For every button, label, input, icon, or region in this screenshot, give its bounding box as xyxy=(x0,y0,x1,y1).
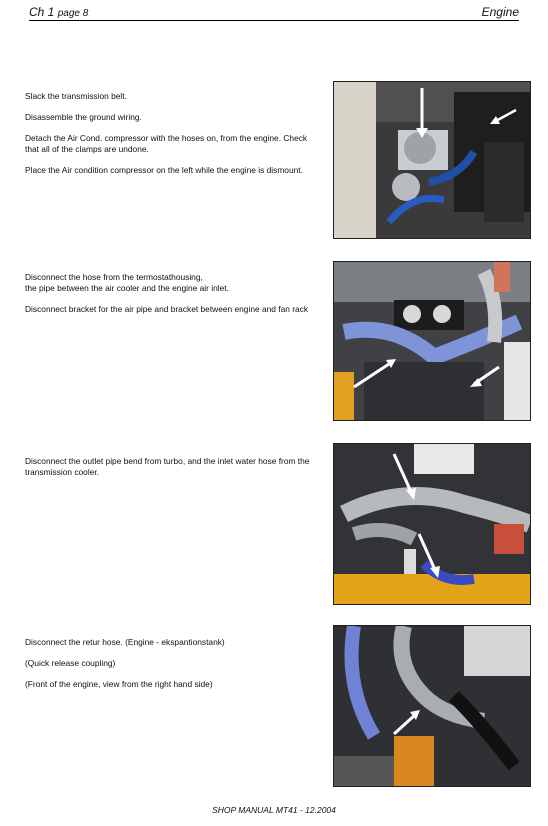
step-4-para-1: Disconnect the retur hose. (Engine - ekspantionstank) xyxy=(25,637,225,647)
step-2-para-1: Disconnect the hose from the termostathousing, the pipe between the air cooler and the engine air inlet. xyxy=(25,272,229,293)
step-3-photo xyxy=(333,443,531,605)
step-1-photo xyxy=(333,81,531,239)
step-1-para-1: Slack the transmission belt. xyxy=(25,91,127,101)
step-2-photo xyxy=(333,261,531,421)
step-3-para-1: Disconnect the outlet pipe bend from turbo, and the inlet water hose from the transmission cooler. xyxy=(25,456,310,477)
step-2-para-2: Disconnect bracket for the air pipe and bracket between engine and fan rack xyxy=(25,304,309,314)
page-header xyxy=(29,4,519,21)
chapter-label xyxy=(29,5,88,19)
chapter-number: Ch 1 xyxy=(29,5,55,19)
step-4-text xyxy=(25,637,315,700)
step-1-para-3: Detach the Air Cond. compressor with the hoses on, from the engine. Check that all of the clamps are undone. xyxy=(25,133,308,154)
section-title: Engine xyxy=(481,5,519,19)
page-footer: SHOP MANUAL MT41 - 12.2004 xyxy=(212,805,336,815)
step-3-text xyxy=(25,456,315,488)
step-4-photo xyxy=(333,625,531,787)
step-1-para-4: Place the Air condition compressor on the left while the engine is dismount. xyxy=(25,165,303,175)
step-4-para-2: (Quick release coupling) xyxy=(25,658,116,668)
step-4-para-3: (Front of the engine, view from the right hand side) xyxy=(25,679,213,689)
step-1-text xyxy=(25,91,315,186)
step-2-text xyxy=(25,272,315,325)
page-number: page 8 xyxy=(57,8,89,19)
step-1-para-2: Disassemble the ground wiring. xyxy=(25,112,142,122)
